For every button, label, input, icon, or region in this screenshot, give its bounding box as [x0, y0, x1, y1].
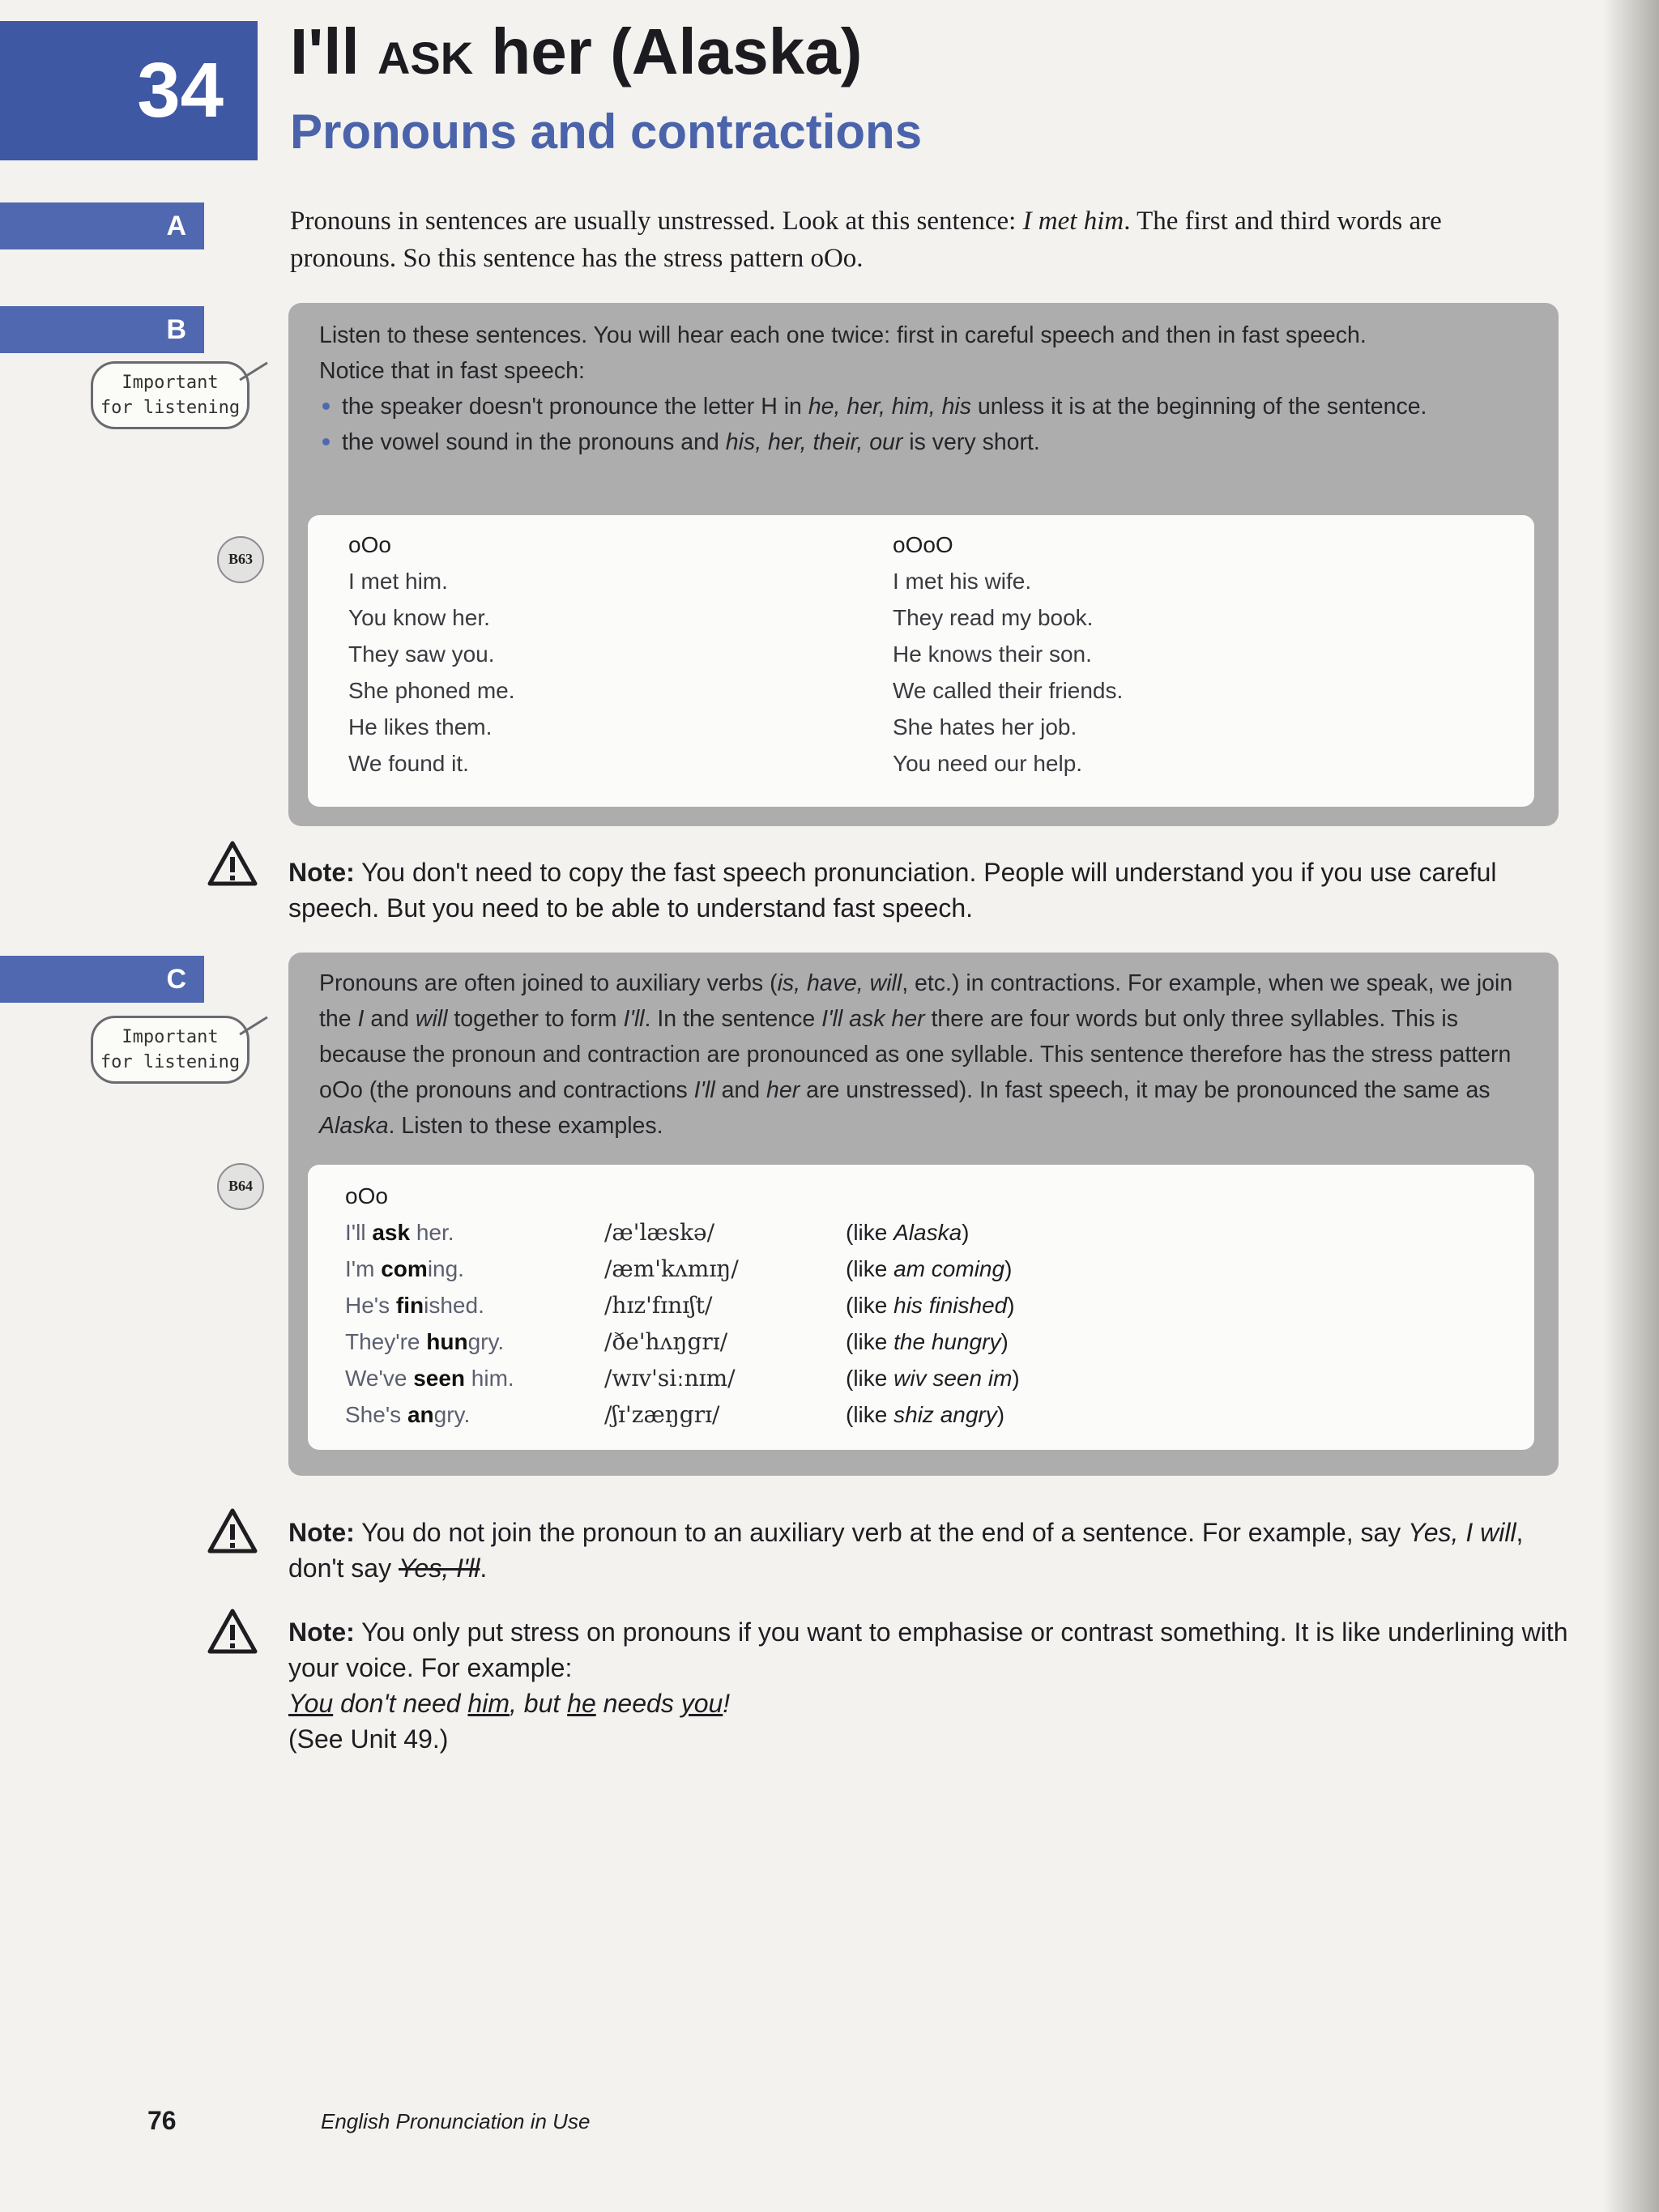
contraction-row-2: I'm coming. [345, 1256, 464, 1281]
section-tab-b: B [0, 306, 204, 353]
section-b-panel [288, 303, 1559, 826]
contraction-row-4: They're hungry. [345, 1329, 505, 1354]
audio-track-b64: B64 [217, 1163, 264, 1210]
callout-important-listening-c: Important for listening [91, 1016, 249, 1084]
examples-left-column: oOo I met him. You know her. They saw you. She phoned me. He likes them. We found it. [348, 532, 515, 776]
contraction-row-3: He's finished. [345, 1293, 484, 1318]
warning-icon [207, 841, 258, 886]
callout-important-listening-b: Important for listening [91, 361, 249, 429]
examples-right-column: oOoO I met his wife. They read my book. He knows their son. We called their friends. She hates her job. You need our help. [893, 532, 1124, 776]
section-tab-a: A [0, 202, 204, 249]
book-title: English Pronunciation in Use [321, 2109, 591, 2133]
contraction-row-6: She's angry. [345, 1402, 471, 1427]
note-fast-speech: Note: You don't need to copy the fast speech pronunciation. People will understand you if you use careful speech. But you need to be able to understand fast speech. [288, 858, 1497, 923]
section-b-bullet-2: the vowel sound in the pronouns and his, her, their, our is very short. [342, 424, 1534, 460]
note-end-of-sentence: Note: You do not join the pronoun to an auxiliary verb at the end of a sentence. For example, say Yes, I will, don't say Yes, I'll. [288, 1518, 1524, 1583]
section-tab-c: C [0, 956, 204, 1003]
unit-number: 34 [0, 21, 258, 160]
section-c-examples-box [308, 1165, 1534, 1450]
stress-example: You don't need him, but he needs you! [288, 1689, 731, 1718]
unit-subtitle: Pronouns and contractions [290, 104, 923, 159]
section-c-panel [288, 953, 1559, 1476]
contraction-row-5: We've seen him. [345, 1366, 514, 1391]
section-b-examples-box [308, 515, 1534, 807]
section-b-bullet-1: the speaker doesn't pronounce the letter H in he, her, him, his unless it is at the beginning of the sentence. [342, 389, 1534, 424]
unit-title: I'll ASK her (Alaska) [290, 15, 863, 87]
section-c-intro: Pronouns are often joined to auxiliary verbs (is, have, will, etc.) in contractions. For example, when we speak, we join the I and will together to form I'll. In the sentence I'll ask her there are four words but only three syllables. This is because the pronoun and contraction are pronounced as one syllable. This sentence therefore has the stress pattern oOo (the pronouns and contractions I'll and her are unstressed). In fast speech, it may be pronounced the same as Alaska. Listen to these examples. [319, 970, 1513, 1139]
note-stress-pronouns: Note: You only put stress on pronouns if you want to emphasise or contrast something. It is like underlining with your voice. For example: You don't need him, but he needs you! (See Unit 49.) [288, 1614, 1584, 1757]
sounds-like-column: (like Alaska) (like am coming) (like his finished) (like the hungry) (like wiv seen im) (like shiz angry) [846, 1220, 1020, 1427]
page-gutter-shade [1602, 0, 1659, 2212]
page-number: 76 [147, 2106, 177, 2135]
audio-track-b63: B63 [217, 536, 264, 583]
phonetic-transcription-column: /æ'læskə/ /æm'kʌmɪŋ/ /hɪz'fɪnɪʃt/ /ðe'hʌŋgrɪ/ /wɪv'siːnɪm/ /ʃɪ'zæŋgrɪ/ [604, 1219, 739, 1428]
section-a-text: Pronouns in sentences are usually unstressed. Look at this sentence: I met him. The first and third words are pronouns. So this sentence has the stress pattern oOo. [290, 207, 1442, 273]
section-b-intro: Listen to these sentences. You will hear each one twice: first in careful speech and then in fast speech. Notice that in fast speech: the speaker doesn't pronounce the letter H in he, her, him, his unless it is at the beginning of the sentence. the vowel sound in the pronouns and his, her, their, our is very short. [319, 318, 1534, 460]
warning-icon [207, 1508, 258, 1554]
contraction-row-1: I'll ask her. [345, 1220, 454, 1245]
contraction-sentences-column: oOo I'll ask her. I'm coming. He's finished. They're hungry. We've seen him. She's angry. [345, 1178, 514, 1433]
warning-icon [207, 1609, 258, 1654]
